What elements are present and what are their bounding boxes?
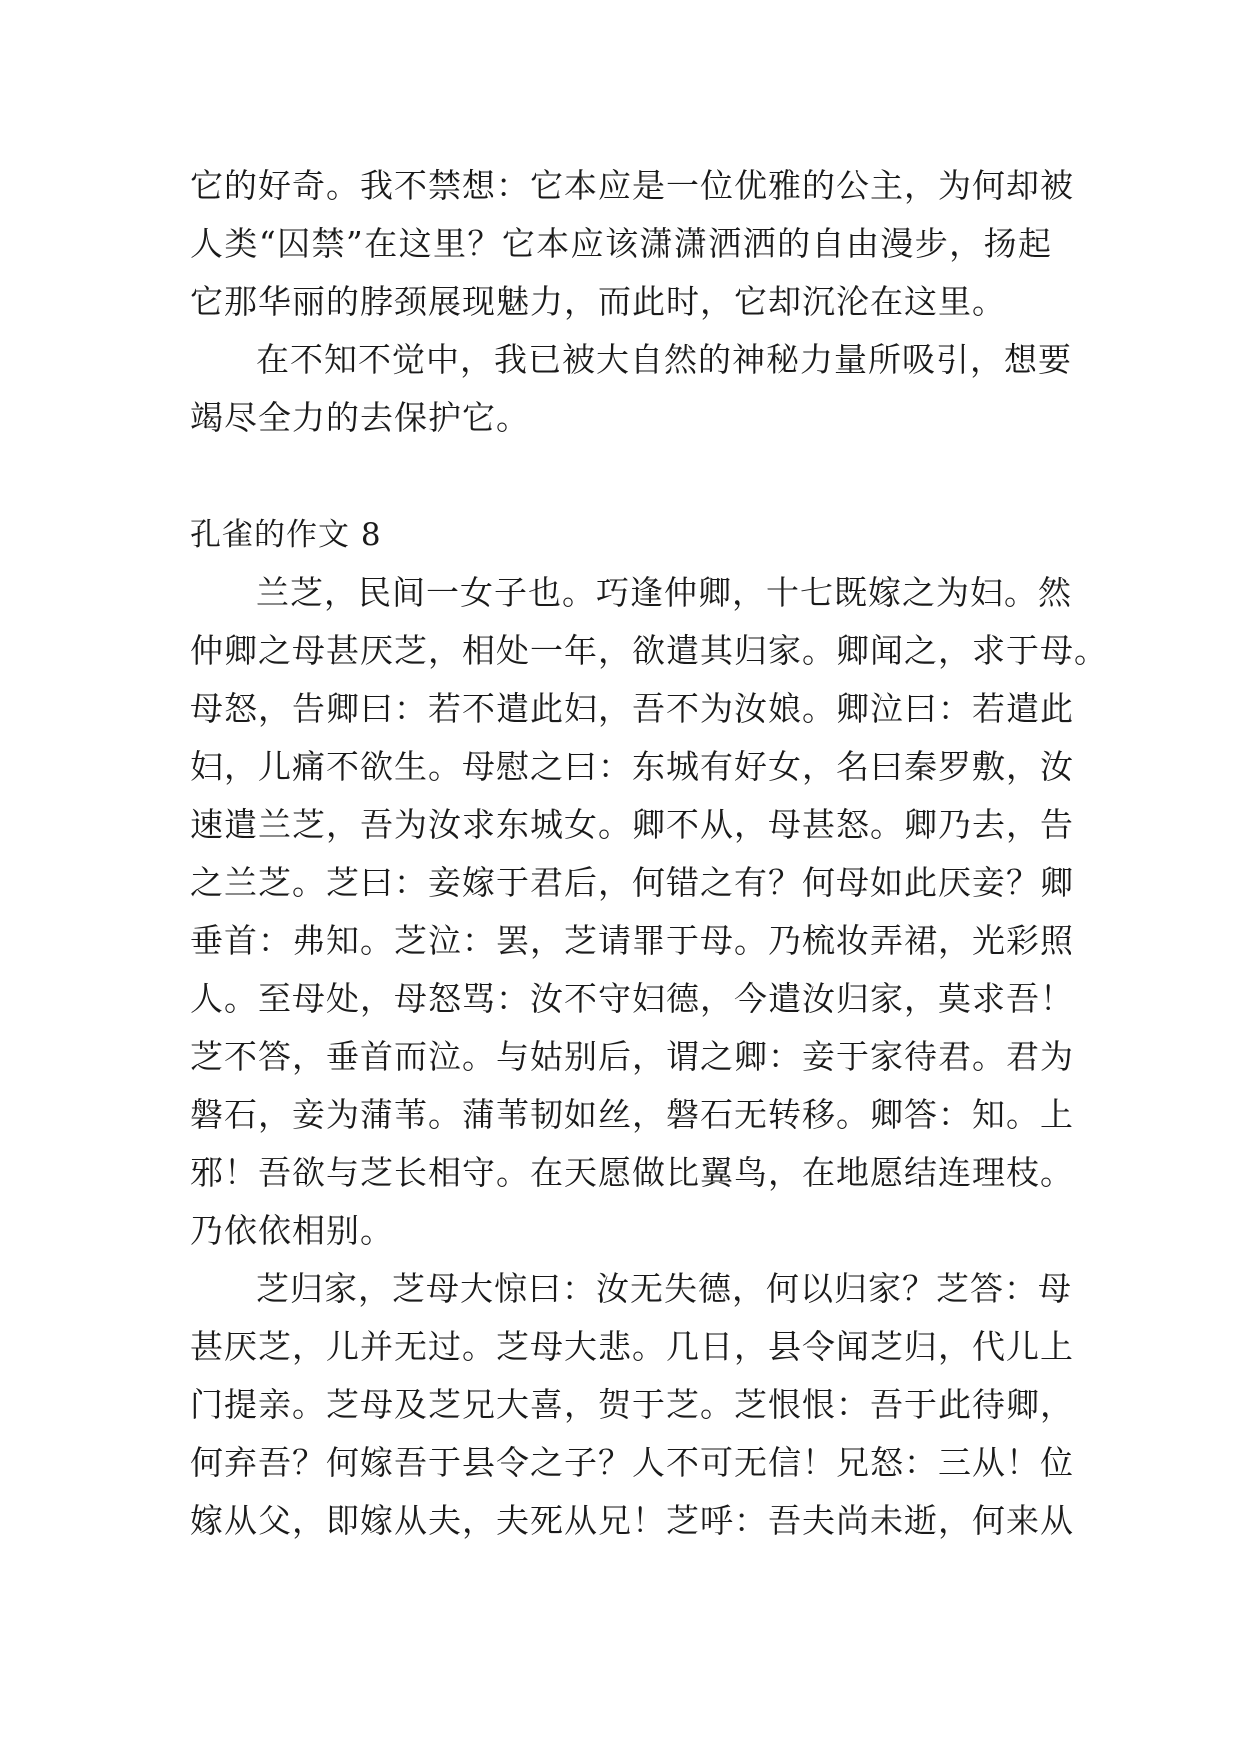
text-line: 甚厌芝，儿并无过。芝母大悲。几日，县令闻芝归，代儿上 [190, 1327, 1074, 1366]
text-line: 何弃吾？何嫁吾于县令之子？人不可无信！兄怒：三从！位 [190, 1443, 1074, 1482]
text-line: 芝不答，垂首而泣。与姑别后，谓之卿：妾于家待君。君为 [190, 1037, 1074, 1076]
text-line: 邪！吾欲与芝长相守。在天愿做比翼鸟，在地愿结连理枝。 [190, 1153, 1074, 1192]
text-line: 竭尽全力的去保护它。 [190, 398, 530, 437]
text-line: 仲卿之母甚厌芝，相处一年，欲遣其归家。卿闻之，求于母。 [190, 631, 1108, 670]
text-line: 嫁从父，即嫁从夫，夫死从兄！芝呼：吾夫尚未逝，何来从 [190, 1501, 1074, 1540]
text-line: 它的好奇。我不禁想：它本应是一位优雅的公主，为何却被 [190, 166, 1074, 205]
text-line: 芝归家，芝母大惊曰：汝无失德，何以归家？芝答：母 [256, 1269, 1072, 1308]
text-line: 它那华丽的脖颈展现魅力，而此时，它却沉沦在这里。 [190, 282, 1006, 321]
text-line: 妇，儿痛不欲生。母慰之曰：东城有好女，名曰秦罗敷，汝 [190, 747, 1074, 786]
text-line: 垂首：弗知。芝泣：罢，芝请罪于母。乃梳妆弄裙，光彩照 [190, 921, 1074, 960]
text-line: 人。至母处，母怒骂：汝不守妇德，今遣汝归家，莫求吾！ [190, 979, 1074, 1018]
text-line: 兰芝，民间一女子也。巧逢仲卿，十七既嫁之为妇。然 [256, 573, 1072, 612]
text-line: 速遣兰芝，吾为汝求东城女。卿不从，母甚怒。卿乃去，告 [190, 805, 1074, 844]
text-line: 在不知不觉中，我已被大自然的神秘力量所吸引，想要 [256, 340, 1072, 379]
text-line: 之兰芝。芝曰：妾嫁于君后，何错之有？何母如此厌妾？卿 [190, 863, 1074, 902]
text-line: 乃依依相别。 [190, 1211, 394, 1250]
text-line: 门提亲。芝母及芝兄大喜，贺于芝。芝恨恨：吾于此待卿， [190, 1385, 1074, 1424]
text-line: 磐石，妾为蒲苇。蒲苇韧如丝，磐石无转移。卿答：知。上 [190, 1095, 1074, 1134]
section-title: 孔雀的作文 8 [190, 517, 382, 553]
text-line: 母怒，告卿曰：若不遣此妇，吾不为汝娘。卿泣曰：若遣此 [190, 689, 1074, 728]
text-line: 人类“囚禁”在这里？它本应该潇潇洒洒的自由漫步，扬起 [190, 224, 1052, 263]
